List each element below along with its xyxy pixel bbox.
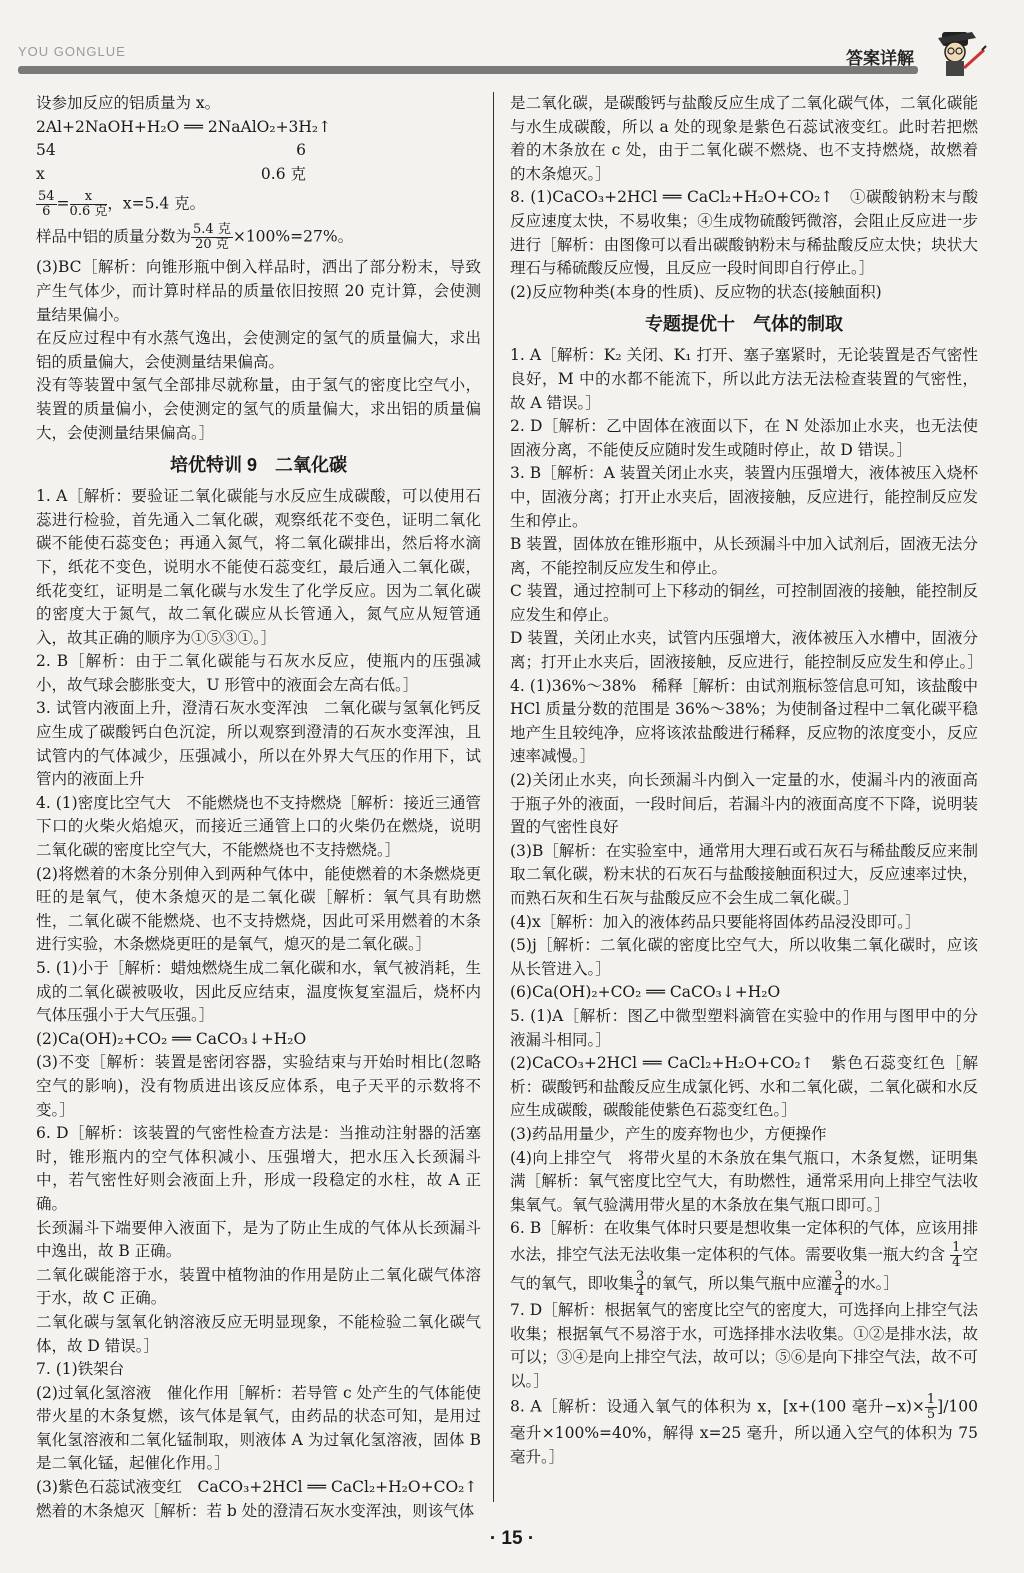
row1-a: 54: [36, 141, 56, 160]
frac-top: 5.4 克: [193, 222, 231, 238]
ratio-rhs-bottom: 0.6 克: [69, 204, 108, 220]
right-q3c: C 装置，通过控制可上下移动的铜丝，可控制固液的接触，能控制反应发生和停止。: [510, 582, 978, 624]
question-8a: 8. (1)CaCO₃+2HCl ══ CaCl₂+H₂O+CO₂↑ ①碳酸钠粉末与酸反应速度太快，不易收集；④生成物硫酸钙微溶，会阻止反应进一步进行［解析：由图像可以看出碳酸钠粉末与稀盐酸反应太快；块状大理石与稀硫酸反应慢，且反应一段时间即自行停止。］: [510, 188, 978, 278]
right-q1: 1. A［解析：K₂ 关闭、K₁ 打开、塞子塞紧时，无论装置是否气密性良好，M 中的水都不能流下，所以此方法无法检查装置的气密性，故 A 错误。］: [510, 346, 978, 412]
right-q3d: D 装置，关闭止水夹，试管内压强增大，液体被压入水槽中，固液分离；打开止水夹后，固液接触，反应进行，能控制反应发生和停止。］: [510, 629, 983, 672]
ratio-lhs-top: 54: [38, 189, 55, 205]
row2-a: x: [36, 164, 45, 183]
ratio-line: $\frac{54}{6}$ = $\frac{x}{\text{0.6 克}}$ ，x=5.4 克。: [38, 189, 206, 220]
ratio-rest: ，x=5.4 克。: [107, 194, 206, 213]
r6-frac1-bottom: 4: [952, 1254, 961, 1270]
header-bar: [18, 66, 918, 74]
question-4a: 4. (1)密度比空气大 不能燃烧也不支持燃烧［解析：接近三通管下口的火柴火焰熄灭，而接近三通管上口的火柴仍在燃烧，说明二氧化碳的密度比空气大，不能燃烧也不支持燃烧。］: [36, 793, 481, 860]
intro: 设参加反应的铝质量为 x。: [36, 94, 221, 112]
r8-text-a: 8. A［解析：设通入氧气的体积为 x，[x+(100 毫升−x)×: [510, 1397, 925, 1416]
right-q2: 2. D［解析：乙中固体在液面以下，在 N 处添加止水夹，也无法使固液分离，不能使反应随时发生或随时停止，故 D 错误。］: [510, 417, 978, 459]
r6-frac3-bottom: 4: [834, 1283, 843, 1299]
frac-prefix: 样品中铝的质量分数为: [36, 227, 192, 246]
r6-text-c: 的氧气，所以集气瓶中应灌: [646, 1274, 833, 1293]
right-q3a: 3. B［解析：A 装置关闭止水夹，装置内压强增大，液体被压入烧杯中，固液分离；打开止水夹后，固液接触，反应进行，能控制反应发生和停止。: [510, 464, 978, 530]
right-q8: [510, 1393, 978, 1469]
answer-3b: 在反应过程中有水蒸气逸出，会使测定的氢气的质量偏大，求出铝的质量偏大，会使测量结果偏高。: [36, 329, 481, 371]
r6-frac2-bottom: 4: [636, 1283, 645, 1299]
question-5c: (3)不变［解析：装置是密闭容器，实验结束与开始时相比(忽略空气的影响)，没有物质进出该反应体系，电子天平的示数将不变。］: [36, 1053, 481, 1119]
r8-text-b: ]/100: [937, 1397, 978, 1416]
right-q3b: B 装置，固体放在锥形瓶中，从长颈漏斗中加入试剂后，固液无法分离，不能控制反应发生和停止。: [510, 535, 978, 577]
question-7d: 燃着的木条熄灭［解析：若 b 处的澄清石灰水变浑浊，则该气体: [36, 1501, 475, 1520]
question-5a: 5. (1)小于［解析：蜡烛燃烧生成二氧化碳和水，氧气被消耗，生成的二氧化碳被吸收，因此反应结束，温度恢复室温后，烧杯内气体压强小于大气压强。］: [36, 959, 481, 1025]
right-q4e: (5)j［解析：二氧化碳的密度比空气大，所以收集二氧化碳时，应该从长管进入。］: [510, 936, 978, 978]
r6-text-d: 的水。］: [844, 1274, 899, 1293]
left-column: [36, 92, 481, 1523]
r6-frac1-top: 1: [952, 1239, 961, 1255]
right-q4c: (3)B［解析：在实验室中，通常用大理石或石灰石与稀盐酸反应来制取二氧化碳，粉末状的石灰石与盐酸接触面积过大，反应速率过快，而熟石灰和生石灰与盐酸反应不会生成二氧化碳。］: [510, 841, 978, 907]
equation-row-1: [36, 139, 306, 163]
answer-3: (3)BC［解析：向锥形瓶中倒入样品时，洒出了部分粉末，导致产生气体少，而计算时样品的质量依旧按照 20 克计算，会使测量结果偏小。: [36, 258, 481, 324]
page-number: · 15 ·: [489, 1528, 535, 1549]
right-q4b: (2)关闭止水夹，向长颈漏斗内倒入一定量的水，使漏斗内的液面高于瓶子外的液面，一段时间后，若漏斗内的液面高度不下降，说明装置的气密性良好: [510, 771, 978, 837]
continued-text: 是二氧化碳，是碳酸钙与盐酸反应生成了二氧化碳气体，二氧化碳能与水生成碳酸，所以 a 处的现象是紫色石蕊试液变红。此时若把燃着的木条放在 c 处，由于二氧化碳不燃烧、也不支持燃烧，故燃着的木条熄灭。］: [510, 94, 978, 183]
equation: 2Al+2NaOH+H₂O ══ 2NaAlO₂+3H₂↑: [36, 117, 332, 136]
right-q5d: (4)向上排空气 将带火星的木条放在集气瓶口，木条复燃，证明集满［解析：氧气密度比空气大，有助燃性，通常采用向上排空气法收集氧气。氧气验满用带火星的木条放在集气瓶口即可。］: [510, 1148, 978, 1214]
frac-bottom: 20 克: [195, 237, 229, 253]
right-q4a: 4. (1)36%～38% 稀释［解析：由试剂瓶标签信息可知，该盐酸中 HCl 质量分数的范围是 36%～38%；为使制备过程中二氧化碳平稳地产生且较纯净，应将该浓盐酸进行稀释，反应物的浓度变小，反应速率减慢。］: [510, 676, 978, 766]
r6-text-a: 6. B［解析：在收集气体时只要是想收集一定体积的气体，应该用排水法，排空气法无法收集一定体积的气体。需要收集一瓶大约含: [510, 1219, 978, 1264]
header-title: 答案详解: [846, 49, 914, 68]
question-5b: (2)Ca(OH)₂+CO₂ ══ CaCO₃↓+H₂O: [36, 1029, 307, 1048]
row1-b: 6: [296, 141, 306, 160]
r8-frac-bottom: 5: [926, 1407, 936, 1423]
question-6d: 二氧化碳与氢氧化钠溶液反应无明显现象，不能检验二氧化碳气体，故 D 错误。］: [36, 1312, 481, 1355]
right-q4d: (4)x［解析：加入的液体药品只要能将固体药品浸没即可。］: [510, 912, 921, 931]
mass-fraction-line: [36, 223, 481, 252]
question-1: 1. A［解析：要验证二氧化碳能与水反应生成碳酸，可以使用石蕊进行检验，首先通入二氧化碳，观察纸花不变色，证明二氧化碳不能使石蕊变色；再通入氮气，将二氧化碳排出，然后将水滴下，纸花不变色，说明水不能使石蕊变红，最后通入二氧化碳，纸花变红，证明是二氧化碳与水发生了化学反应。因为二氧化碳的密度大于氮气，故二氧化碳应从长管通入，氮气应从短管通入，故其正确的顺序为①⑤③①。］: [36, 487, 481, 647]
ratio-lhs-bottom: 6: [42, 204, 51, 220]
r8-frac-top: 1: [926, 1392, 936, 1408]
question-4b: (2)将燃着的木条分别伸入到两种气体中，能使燃着的木条燃烧更旺的是氧气，使木条熄灭的是二氧化碳［解析：氧气具有助燃性，二氧化碳不能燃烧、也不支持燃烧，因此可采用燃着的木条进行实验，木条燃烧更旺的是氧气，熄灭的是二氧化碳。］: [36, 864, 481, 954]
right-q6: [510, 1217, 978, 1299]
section-title-2: 专题提优十 气体的制取: [645, 314, 843, 335]
ratio-rhs-top: x: [70, 190, 108, 205]
page-header: [0, 0, 1024, 80]
right-q5c: (3)药品用量少，产生的废弃物也少，方便操作: [510, 1124, 827, 1143]
section-title: 培优特训 9 二氧化碳: [169, 455, 347, 476]
question-6b: 长颈漏斗下端要伸入液面下，是为了防止生成的气体从长颈漏斗中逸出，故 B 正确。: [36, 1218, 481, 1261]
right-q4f: (6)Ca(OH)₂+CO₂ ══ CaCO₃↓+H₂O: [510, 983, 781, 1002]
question-2: 2. B［解析：由于二氧化碳能与石灰水反应，使瓶内的压强减小，故气球会膨胀变大，U 形管中的液面会左高右低。］: [36, 652, 481, 694]
r6-frac2-top: 3: [636, 1268, 645, 1284]
question-6a: 6. D［解析：该装置的气密性检查方法是：当推动注射器的活塞时，锥形瓶内的空气体积减小、压强增大，把水压入长颈漏斗中，若气密性好则会液面上升，形成一段稳定的水柱，故 A 正确。: [36, 1124, 481, 1213]
equation-row-2: [36, 163, 306, 187]
question-3: 3. 试管内液面上升，澄清石灰水变浑浊 二氧化碳与氢氧化钙反应生成了碳酸钙白色沉淀，所以观察到澄清的石灰水变浑浊，且试管内的气体减少，压强减小，所以在外界大气压的作用下，试管内的液面上升: [36, 699, 481, 789]
r6-text-b: 空气的氧气，即收集: [510, 1245, 978, 1293]
question-8b: (2)反应物种类(本身的性质)、反应物的状态(接触面积): [510, 282, 882, 301]
mascot-icon: [924, 28, 990, 80]
right-column: [510, 92, 983, 1469]
column-divider: [493, 92, 494, 1502]
row2-b: 0.6 克: [260, 164, 306, 183]
right-q7: 7. D［解析：根据氧气的密度比空气的密度大，可选择向上排空气法收集；根据氧气不易溶于水，可选择排水法收集。①②是排水法，故可以；③④是向上排空气法，故可以；⑤⑥是向下排空气法，故不可以。］: [510, 1300, 978, 1390]
right-q5b: (2)CaCO₃+2HCl ══ CaCl₂+H₂O+CO₂↑ 紫色石蕊变红色［解析：碳酸钙和盐酸反应生成氯化钙、水和二氧化碳，二氧化碳和水反应生成碳酸，碳酸能使紫色石蕊变红色。］: [510, 1054, 978, 1120]
question-7c: (3)紫色石蕊试液变红 CaCO₃+2HCl ══ CaCl₂+H₂O+CO₂↑: [36, 1478, 478, 1497]
r8-text-c: 毫升×100%=40%，解得 x=25 毫升，所以通入空气的体积为 75 毫升。］: [510, 1424, 978, 1466]
right-q5a: 5. (1)A［解析：图乙中微型塑料滴管在实验中的作用与图甲中的分液漏斗相同。］: [510, 1006, 978, 1049]
question-6c: 二氧化碳能溶于水，装置中植物油的作用是防止二氧化碳气体溶于水，故 C 正确。: [36, 1265, 481, 1308]
brand-text: YOU GONGLUE: [18, 44, 126, 59]
answer-3c: 没有等装置中氢气全部排尽就称量，由于氢气的密度比空气小，装置的质量偏小，会使测定的氢气的质量偏大，求出铝的质量偏大，会使测量结果偏高。］: [36, 376, 481, 442]
question-7b: (2)过氧化氢溶液 催化作用［解析：若导管 c 处产生的气体能使带火星的木条复燃，该气体是氧气，由药品的状态可知，是用过氧化氢溶液和二氧化锰制取，则液体 A 为过氧化氢溶液，固体 B 是二氧化锰，起催化作用。］: [36, 1383, 481, 1473]
r6-frac3-top: 3: [834, 1268, 843, 1284]
frac-suffix: ×100%=27%。: [232, 227, 354, 246]
question-7a: 7. (1)铁架台: [36, 1360, 125, 1379]
